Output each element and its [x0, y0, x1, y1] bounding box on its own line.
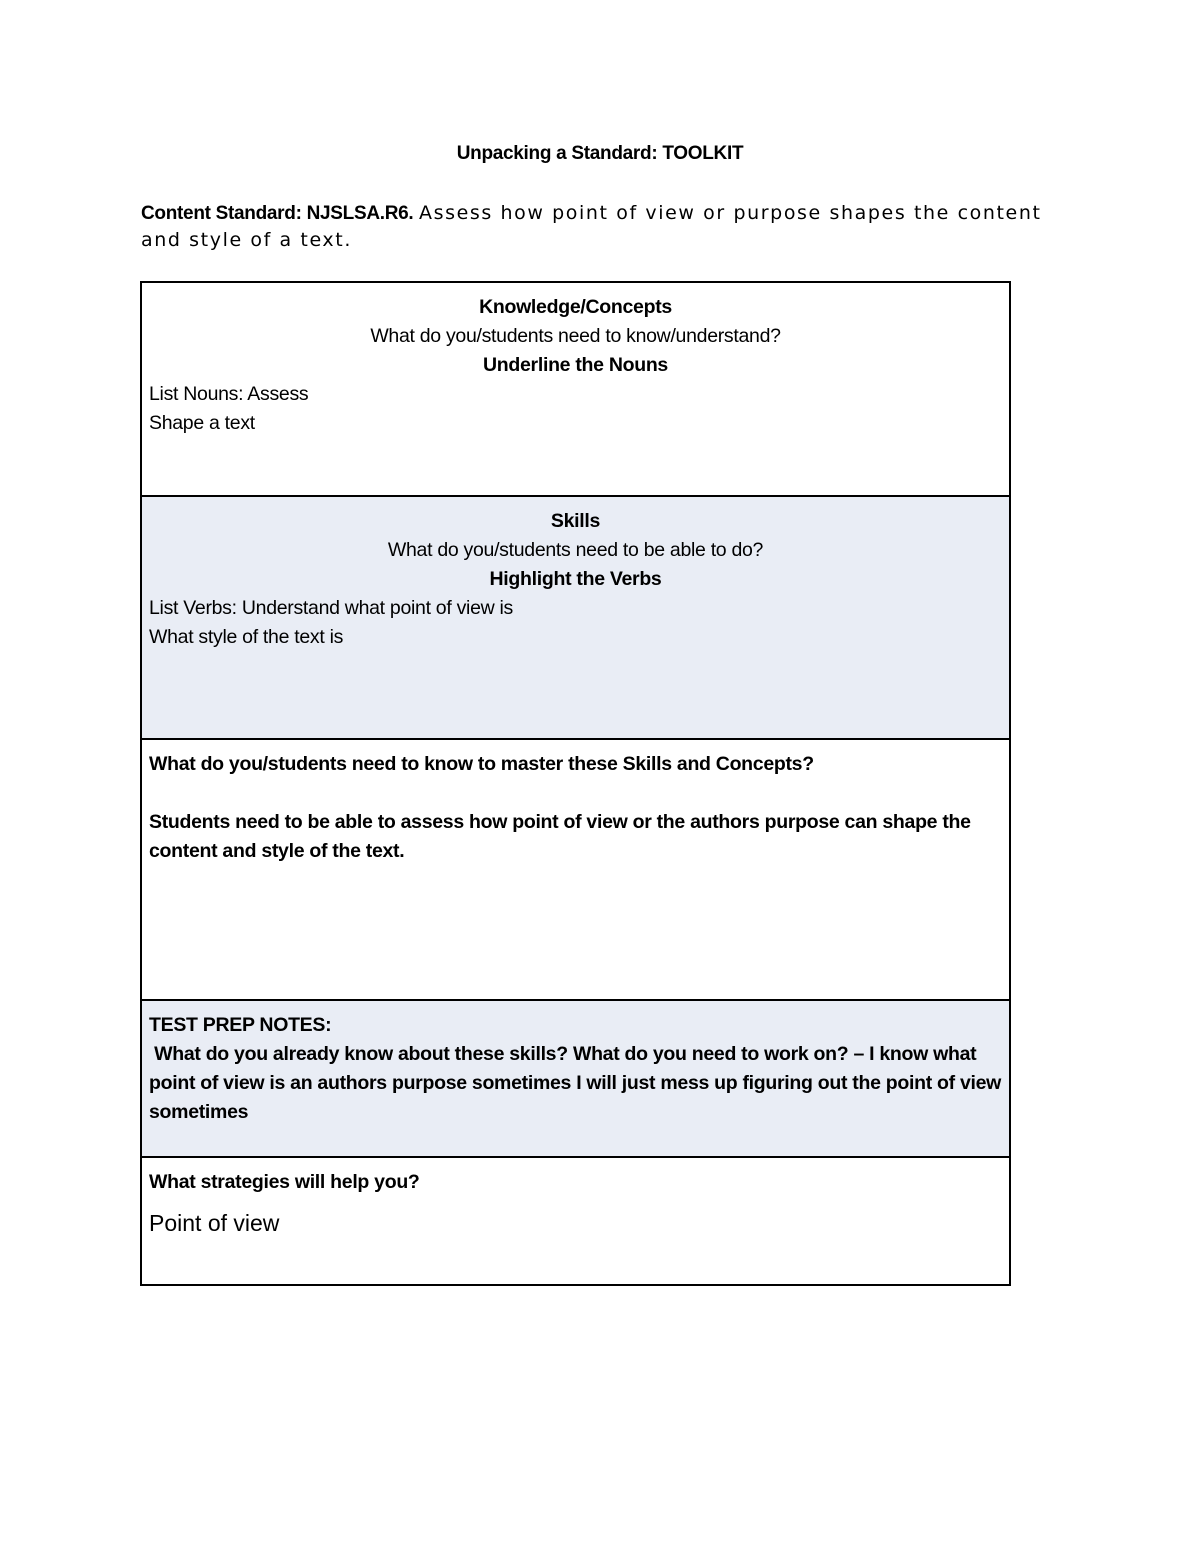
strategies-section: [142, 1158, 1009, 1284]
content-standard: [141, 200, 1051, 253]
standard-label: Content Standard: NJSLSA.R6.: [141, 203, 414, 224]
knowledge-section: [142, 283, 1009, 497]
knowledge-question: What do you/students need to know/understand?: [370, 325, 781, 347]
strategies-answer: Point of view: [149, 1210, 280, 1236]
master-question: What do you/students need to know to master these Skills and Concepts?: [149, 753, 814, 775]
test-prep-heading: TEST PREP NOTES:: [149, 1014, 332, 1036]
knowledge-nouns-line-1: List Nouns: Assess: [149, 383, 309, 405]
page-title: Unpacking a Standard: TOOLKIT: [456, 143, 744, 164]
spacer: [149, 779, 1002, 808]
knowledge-heading: Knowledge/Concepts: [479, 296, 672, 318]
skills-verbs-line-1: List Verbs: Understand what point of view is: [149, 597, 513, 619]
master-answer: Students need to be able to assess how point of view or the authors purpose can shape the content and style of the text.: [149, 811, 971, 862]
master-section: [142, 740, 1009, 1001]
skills-verbs-line-2: What style of the text is: [149, 626, 344, 648]
skills-question: What do you/students need to be able to do?: [387, 539, 764, 561]
standard-text: Assess how point of view or purpose shapes the content and style of a text.: [141, 202, 1042, 251]
skills-section: [142, 497, 1009, 740]
test-prep-section: [142, 1001, 1009, 1158]
strategies-question: What strategies will help you?: [149, 1171, 420, 1193]
skills-heading: Skills: [550, 510, 601, 532]
skills-instruction: Highlight the Verbs: [489, 568, 662, 590]
test-prep-notes: What do you already know about these skills? What do you need to work on? – I know what point of view is an authors purpose sometimes I will just mess up figuring out the point of view sometimes: [149, 1043, 1007, 1123]
knowledge-instruction: Underline the Nouns: [483, 354, 668, 376]
knowledge-nouns-line-2: Shape a text: [149, 412, 255, 434]
toolkit-table: [140, 281, 1011, 1286]
